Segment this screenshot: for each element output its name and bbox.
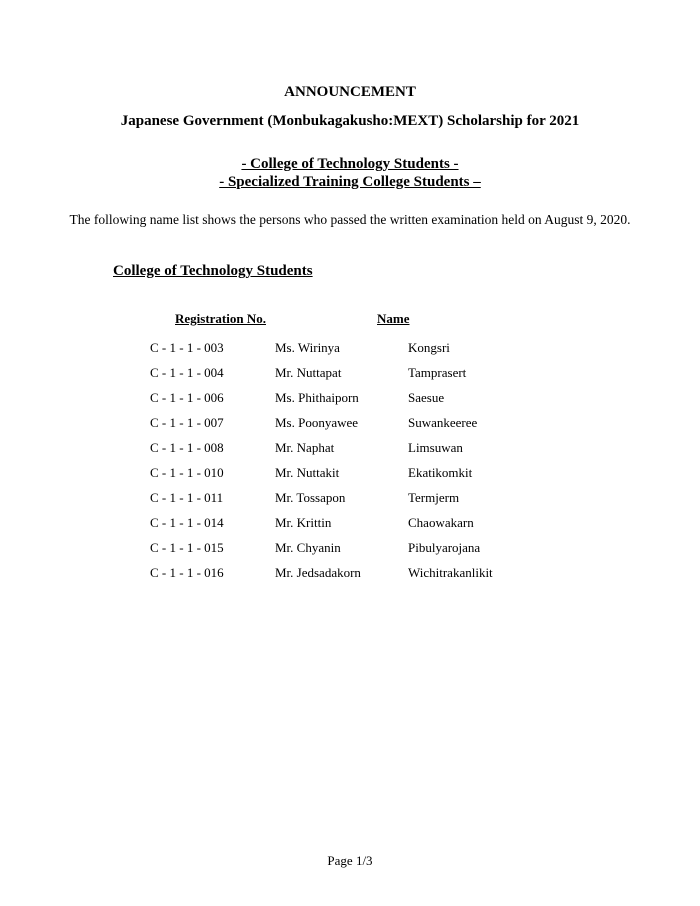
family-name: Tamprasert xyxy=(408,365,467,380)
family-name: Chaowakarn xyxy=(408,515,474,530)
given-name: Mr. Tossapon xyxy=(275,490,346,505)
section-title: College of Technology Students xyxy=(113,263,313,279)
registration-number: C - 1 - 1 - 007 xyxy=(150,415,224,430)
table-row xyxy=(0,490,700,515)
table-row xyxy=(0,415,700,440)
family-name: Limsuwan xyxy=(408,440,463,455)
subtitle-1-text: - College of Technology Students - xyxy=(241,156,459,172)
given-name: Ms. Poonyawee xyxy=(275,415,359,430)
intro-paragraph: The following name list shows the persons who passed the written examination held on August 9, 2020. xyxy=(69,212,631,227)
family-name: Ekatikomkit xyxy=(408,465,473,480)
table-row xyxy=(0,515,700,540)
column-header-name: Name xyxy=(377,311,410,326)
subtitle-2-text: - Specialized Training College Students – xyxy=(219,174,481,190)
registration-number: C - 1 - 1 - 003 xyxy=(150,340,224,355)
given-name: Ms. Phithaiporn xyxy=(275,390,359,405)
table-row xyxy=(0,565,700,590)
announcement-heading: ANNOUNCEMENT xyxy=(284,84,416,100)
given-name: Mr. Chyanin xyxy=(275,540,341,555)
page-number: Page 1/3 xyxy=(327,853,373,868)
registration-number: C - 1 - 1 - 014 xyxy=(150,515,224,530)
registration-number: C - 1 - 1 - 015 xyxy=(150,540,224,555)
registration-number: C - 1 - 1 - 008 xyxy=(150,440,224,455)
registration-number: C - 1 - 1 - 004 xyxy=(150,365,224,380)
family-name: Termjerm xyxy=(408,490,460,505)
given-name: Mr. Naphat xyxy=(275,440,335,455)
subtitle-college-of-technology xyxy=(0,156,700,173)
family-name: Pibulyarojana xyxy=(408,540,481,555)
registration-number: C - 1 - 1 - 011 xyxy=(150,490,224,505)
registration-number: C - 1 - 1 - 010 xyxy=(150,465,224,480)
subtitle-specialized-training xyxy=(0,174,700,191)
given-name: Mr. Krittin xyxy=(275,515,332,530)
registration-number: C - 1 - 1 - 006 xyxy=(150,390,224,405)
table-row xyxy=(0,390,700,415)
table-row xyxy=(0,365,700,390)
table-row xyxy=(0,465,700,490)
table-row xyxy=(0,340,700,365)
family-name: Kongsri xyxy=(408,340,450,355)
family-name: Wichitrakanlikit xyxy=(408,565,493,580)
family-name: Saesue xyxy=(408,390,445,405)
family-name: Suwankeeree xyxy=(408,415,478,430)
scholarship-title: Japanese Government (Monbukagakusho:MEXT) Scholarship for 2021 xyxy=(120,113,580,129)
given-name: Mr. Nuttakit xyxy=(275,465,340,480)
given-name: Mr. Nuttapat xyxy=(275,365,342,380)
given-name: Mr. Jedsadakorn xyxy=(275,565,361,580)
column-header-registration: Registration No. xyxy=(175,311,266,326)
table-row xyxy=(0,540,700,565)
registration-number: C - 1 - 1 - 016 xyxy=(150,565,224,580)
results-table xyxy=(0,340,700,590)
given-name: Ms. Wirinya xyxy=(275,340,340,355)
table-row xyxy=(0,440,700,465)
